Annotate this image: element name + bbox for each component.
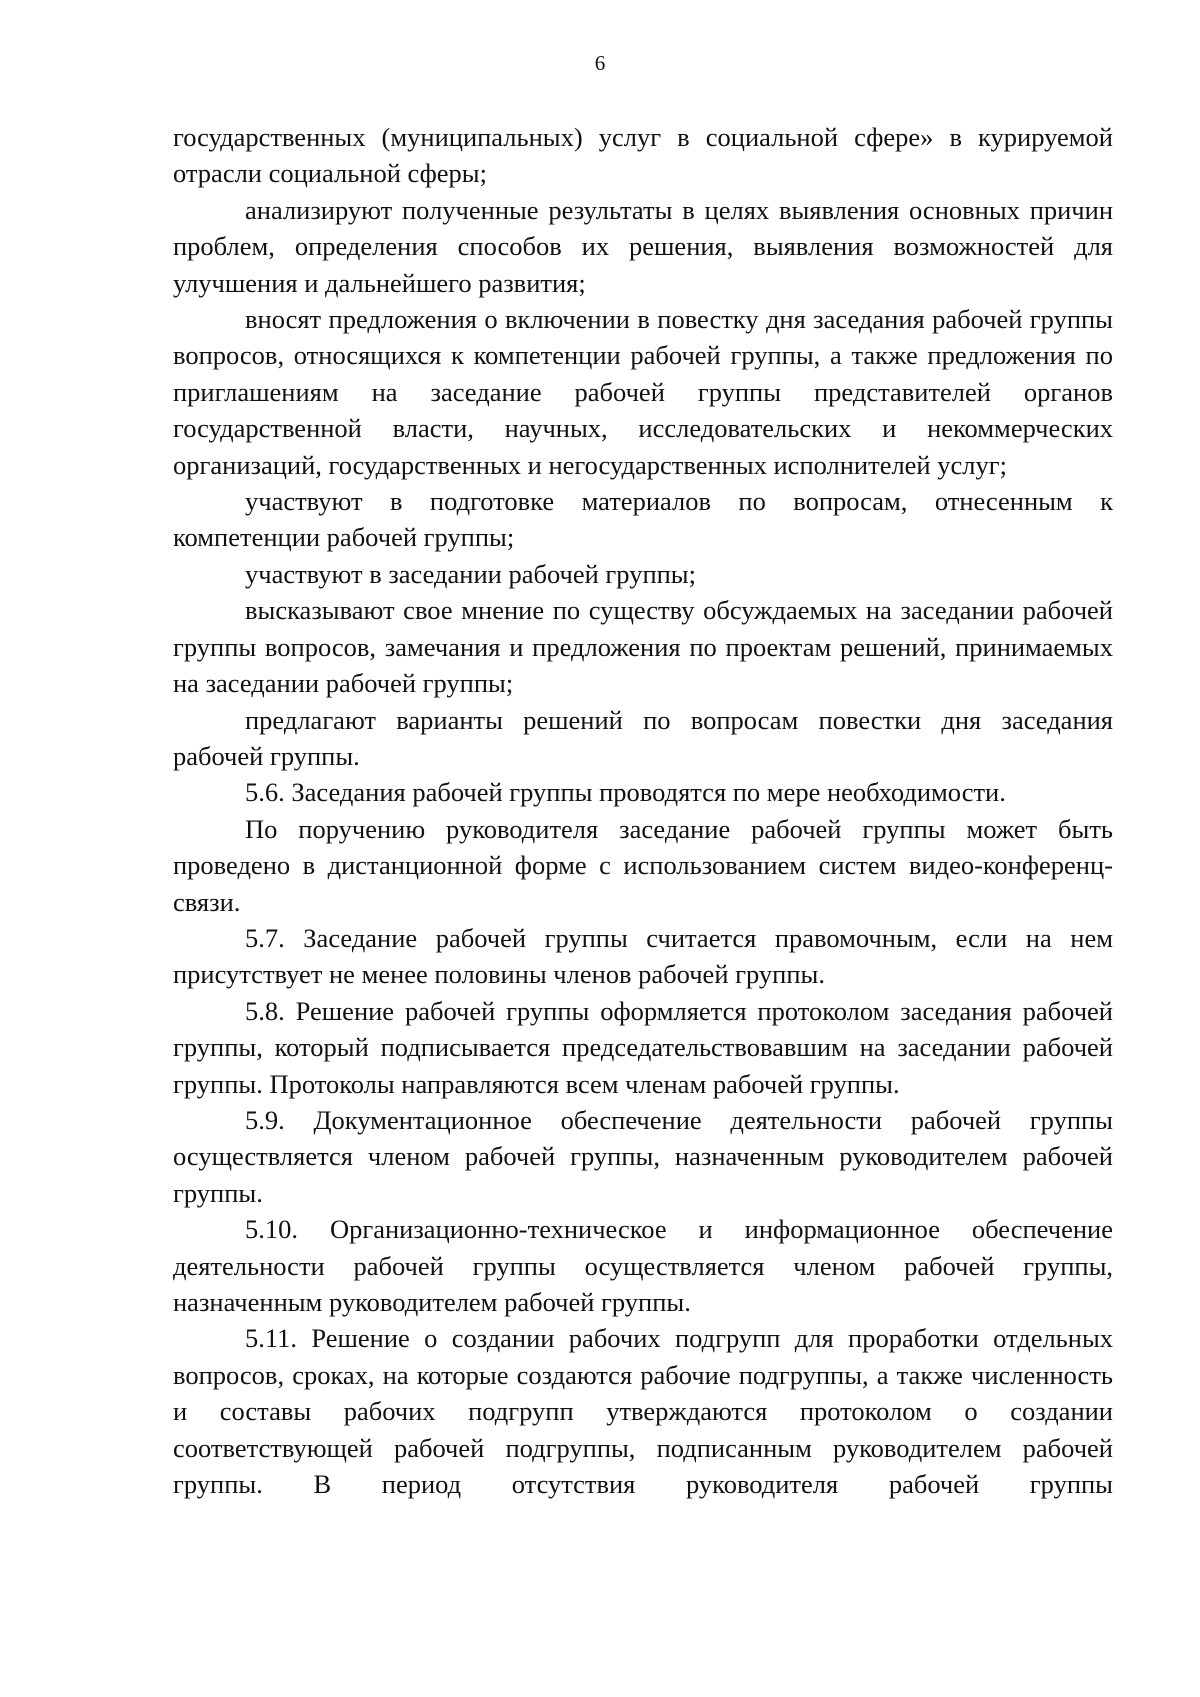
paragraph-5-7: 5.7. Заседание рабочей группы считается правомочным, если на нем присутствует не менее половины членов рабочей группы. (173, 922, 1113, 990)
paragraph-propose-solutions: предлагают варианты решений по вопросам повестки дня заседания рабочей группы. (173, 704, 1113, 771)
paragraph-5-8: 5.8. Решение рабочей группы оформляется протоколом заседания рабочей группы, который подписывается председательствовавшим на заседании рабочей группы. Протоколы направляются всем членам рабочей группы. (173, 995, 1113, 1099)
document-body (173, 119, 1113, 1502)
paragraph-remote-meeting: По поручению руководителя заседание рабочей группы может быть проведено в дистанционной форме с использованием систем видео-конференц-связи. (173, 813, 1113, 917)
paragraph-5-11: 5.11. Решение о создании рабочих подгрупп для проработки отдельных вопросов, сроках, на которые создаются рабочие подгруппы, а также численность и составы рабочих подгрупп утверждаются протоколом о создании соответствующей рабочей подгруппы, подписанным руководителем рабочей группы. В период отсутствия руководителя рабочей группы (173, 1323, 1113, 1500)
paragraph-5-6: 5.6. Заседания рабочей группы проводятся по мере необходимости. (245, 777, 1006, 808)
paragraph-prepare-materials: участвуют в подготовке материалов по вопросам, отнесенным к компетенции рабочей группы; (173, 486, 1113, 553)
paragraph-5-10: 5.10. Организационно-техническое и информационное обеспечение деятельности рабочей группы осуществляется членом рабочей группы, назначенным руководителем рабочей группы. (173, 1214, 1113, 1317)
paragraph-submit-proposals: вносят предложения о включении в повестку дня заседания рабочей группы вопросов, относящихся к компетенции рабочей группы, а также предложения по приглашениям на заседание рабочей группы представителей органов государственной власти, научных, исследовательских и некоммерческих организаций, государственных и негосударственных исполнителей услуг; (173, 304, 1113, 480)
paragraph-analyze-results: анализируют полученные результаты в целях выявления основных причин проблем, определения способов их решения, выявления возможностей для улучшения и дальнейшего развития; (173, 194, 1113, 298)
page-number: 6 (594, 51, 606, 75)
paragraph-continuation: государственных (муниципальных) услуг в социальной сфере» в курируемой отрасли социальной сферы; (173, 122, 1113, 189)
paragraph-express-opinion: высказывают свое мнение по существу обсуждаемых на заседании рабочей группы вопросов, замечания и предложения по проектам решений, принимаемых на заседании рабочей группы; (173, 595, 1113, 699)
paragraph-5-9: 5.9. Документационное обеспечение деятельности рабочей группы осуществляется членом рабочей группы, назначенным руководителем рабочей группы. (173, 1104, 1113, 1208)
paragraph-participate-meeting: участвуют в заседании рабочей группы; (245, 558, 696, 589)
